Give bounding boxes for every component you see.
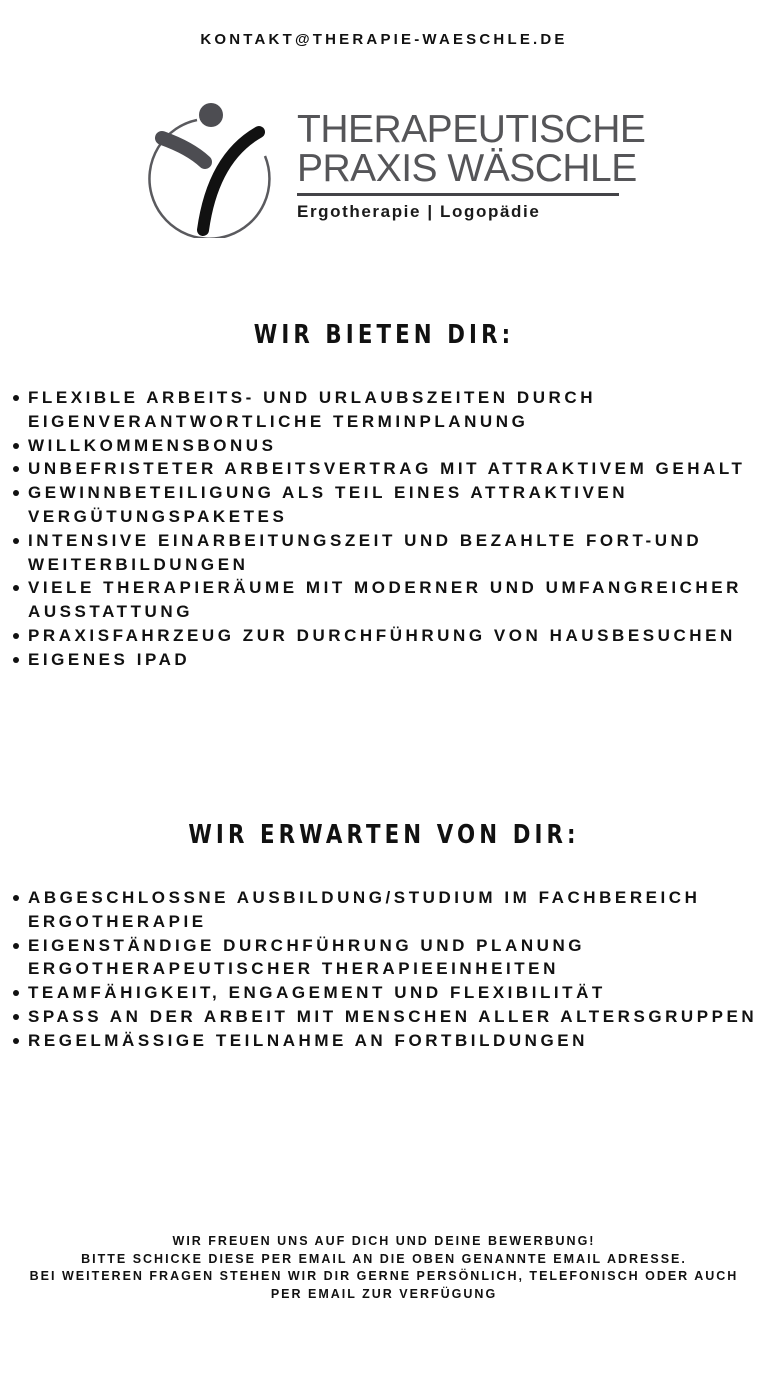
footer-note <box>0 1233 768 1303</box>
offer-heading: WIR BIETEN DIR: <box>253 320 515 350</box>
contact-email[interactable]: KONTAKT@THERAPIE-WAESCHLE.DE <box>200 31 568 48</box>
person-circle-logo-icon <box>145 98 275 238</box>
expect-list-item: REGELMÄSSIGE TEILNAHME AN FORTBILDUNGEN <box>28 1029 768 1053</box>
expect-heading: WIR ERWARTEN VON DIR: <box>188 820 580 850</box>
footer-line: PER EMAIL ZUR VERFÜGUNG <box>270 1286 498 1301</box>
offer-list <box>0 386 768 672</box>
offer-list-item: VIELE THERAPIERÄUME MIT MODERNER UND UMFANGREICHER AUSSTATTUNG <box>28 576 768 624</box>
logo-subtitle: Ergotherapie | Logopädie <box>297 202 541 221</box>
practice-logo <box>145 98 646 243</box>
footer-line: WIR FREUEN UNS AUF DICH UND DEINE BEWERBUNG! <box>172 1234 596 1248</box>
expect-list-item: TEAMFÄHIGKEIT, ENGAGEMENT UND FLEXIBILITÄT <box>28 981 768 1005</box>
expect-list-item: EIGENSTÄNDIGE DURCHFÜHRUNG UND PLANUNG ERGOTHERAPEUTISCHER THERAPIEEINHEITEN <box>28 934 768 982</box>
offer-list-item: FLEXIBLE ARBEITS- UND URLAUBSZEITEN DURCH EIGENVERANTWORTLICHE TERMINPLANUNG <box>28 386 768 434</box>
offer-list-item: GEWINNBETEILIGUNG ALS TEIL EINES ATTRAKTIVEN VERGÜTUNGSPAKETES <box>28 481 768 529</box>
logo-title-line2: PRAXIS WÄSCHLE <box>297 147 637 190</box>
offer-list-item: PRAXISFAHRZEUG ZUR DURCHFÜHRUNG VON HAUSBESUCHEN <box>28 624 768 648</box>
offer-list-item: WILLKOMMENSBONUS <box>28 434 768 458</box>
expect-list-item: ABGESCHLOSSNE AUSBILDUNG/STUDIUM IM FACHBEREICH ERGOTHERAPIE <box>28 886 768 934</box>
logo-title-line1: THERAPEUTISCHE <box>297 108 646 151</box>
logo-divider <box>297 193 619 196</box>
offer-list-item: INTENSIVE EINARBEITUNGSZEIT UND BEZAHLTE FORT-UND WEITERBILDUNGEN <box>28 529 768 577</box>
footer-line: BITTE SCHICKE DIESE PER EMAIL AN DIE OBEN GENANNTE EMAIL ADRESSE. <box>81 1251 687 1266</box>
offer-list-item: UNBEFRISTETER ARBEITSVERTRAG MIT ATTRAKTIVEM GEHALT <box>28 457 768 481</box>
logo-wordmark <box>297 108 646 222</box>
offer-list-item: EIGENES IPAD <box>28 648 768 672</box>
expect-list-item: SPASS AN DER ARBEIT MIT MENSCHEN ALLER ALTERSGRUPPEN <box>28 1005 768 1029</box>
expect-list <box>0 886 768 1053</box>
footer-line: BEI WEITEREN FRAGEN STEHEN WIR DIR GERNE PERSÖNLICH, TELEFONISCH ODER AUCH <box>29 1269 739 1283</box>
